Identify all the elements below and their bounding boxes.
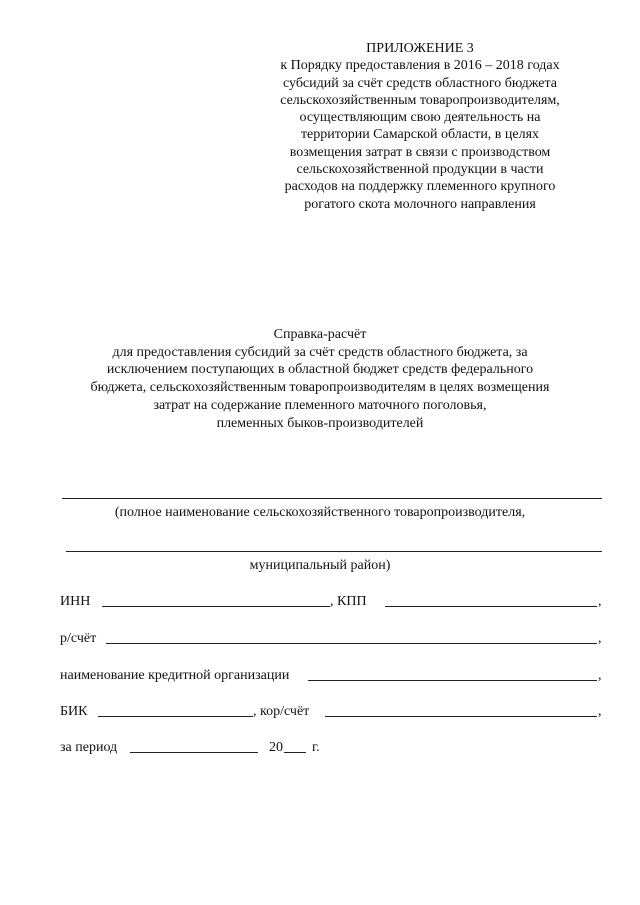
- kpp-field[interactable]: [385, 606, 597, 607]
- corr-label: , кор/счёт: [253, 704, 310, 719]
- account-label: р/счёт: [60, 631, 97, 646]
- appendix-line: рогатого скота молочного направления: [304, 196, 536, 212]
- year-suffix: г.: [312, 740, 320, 755]
- bank-label: наименование кредитной организации: [60, 668, 290, 683]
- bik-corr-row: [60, 702, 605, 722]
- appendix-line: субсидий за счёт средств областного бюджета: [282, 75, 558, 91]
- period-row: [60, 738, 605, 758]
- inn-field[interactable]: [102, 606, 330, 607]
- kpp-label: , КПП: [330, 594, 367, 609]
- appendix-line: осуществляющим свою деятельность на: [299, 110, 541, 126]
- period-label: за период: [60, 740, 118, 755]
- account-comma: ,: [598, 631, 602, 646]
- document-subtitle-line: бюджета, сельскохозяйственным товаропроизводителям в целях возмещения: [90, 380, 550, 396]
- document-subtitle-line: племенных быков-производителей: [216, 415, 424, 431]
- bank-row: [60, 666, 605, 686]
- account-row: [60, 629, 605, 649]
- period-field[interactable]: [130, 752, 258, 753]
- inn-kpp-comma: ,: [598, 594, 602, 609]
- producer-district-field[interactable]: [66, 551, 602, 552]
- appendix-line: к Порядку предоставления в 2016 – 2018 годах: [280, 58, 560, 74]
- appendix-line: возмещения затрат в связи с производством: [289, 144, 551, 160]
- bik-corr-comma: ,: [598, 704, 602, 719]
- inn-kpp-row: [60, 592, 605, 612]
- bank-comma: ,: [598, 668, 602, 683]
- appendix-line: сельскохозяйственным товаропроизводителям,: [280, 92, 560, 108]
- document-title: Справка-расчёт: [273, 327, 367, 342]
- bik-field[interactable]: [98, 716, 253, 717]
- appendix-line: территории Самарской области, в целях: [300, 127, 540, 143]
- producer-name-field[interactable]: [62, 498, 602, 499]
- bik-label: БИК: [60, 704, 88, 719]
- inn-label: ИНН: [60, 594, 91, 609]
- account-field[interactable]: [106, 643, 597, 644]
- producer-name-caption: (полное наименование сельскохозяйственного товаропроизводителя,: [114, 505, 526, 520]
- document-subtitle-line: затрат на содержание племенного маточного поголовья,: [153, 397, 487, 413]
- document-title-block: [0, 326, 640, 432]
- year-prefix: 20: [269, 740, 283, 755]
- appendix-line: сельскохозяйственной продукции в части: [296, 162, 544, 178]
- producer-district-caption: муниципальный район): [249, 558, 391, 573]
- appendix-heading: ПРИЛОЖЕНИЕ 3: [366, 41, 474, 56]
- appendix-header: [250, 40, 590, 213]
- appendix-line: расходов на поддержку племенного крупного: [284, 179, 556, 195]
- document-subtitle-line: исключением поступающих в областной бюджет средств федерального: [106, 362, 534, 378]
- corr-account-field[interactable]: [325, 716, 597, 717]
- year-field[interactable]: [284, 752, 306, 753]
- bank-field[interactable]: [308, 680, 597, 681]
- document-subtitle-line: для предоставления субсидий за счёт средств областного бюджета, за: [112, 344, 528, 360]
